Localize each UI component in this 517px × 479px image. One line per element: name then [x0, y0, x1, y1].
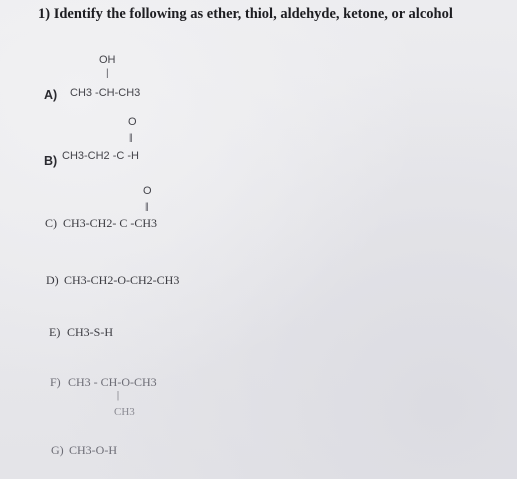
item-b-formula: CH3-CH2 -C -H: [62, 150, 139, 162]
item-b-label: B): [44, 154, 58, 168]
item-a-hydroxyl: OH: [99, 54, 116, 66]
item-f-label: F): [50, 375, 61, 389]
item-a-bond: |: [106, 68, 109, 79]
item-f-formula: CH3 - CH-O-CH3: [68, 375, 157, 389]
item-d-formula: CH3-CH2-O-CH2-CH3: [64, 273, 180, 287]
item-d-label: D): [46, 273, 59, 287]
item-e-formula: CH3-S-H: [67, 325, 114, 339]
item-f-bond: |: [117, 390, 120, 401]
item-g-label: G): [51, 443, 64, 457]
item-a-formula: CH3 -CH-CH3: [70, 87, 141, 99]
item-g-formula: CH3-O-H: [69, 443, 117, 457]
item-b-oxygen: O: [128, 116, 137, 128]
item-c-double-bond: ||: [145, 201, 148, 211]
item-f-methyl: CH3: [114, 406, 135, 418]
item-c-oxygen: O: [143, 185, 152, 197]
item-c-formula: CH3-CH2- C -CH3: [63, 216, 158, 230]
question-title: 1) Identify the following as ether, thiol, aldehyde, ketone, or alcohol: [38, 6, 453, 22]
item-b-double-bond: ||: [129, 132, 132, 142]
item-e-label: E): [49, 325, 61, 339]
item-a-label: A): [44, 88, 58, 102]
item-c-label: C): [45, 216, 57, 230]
